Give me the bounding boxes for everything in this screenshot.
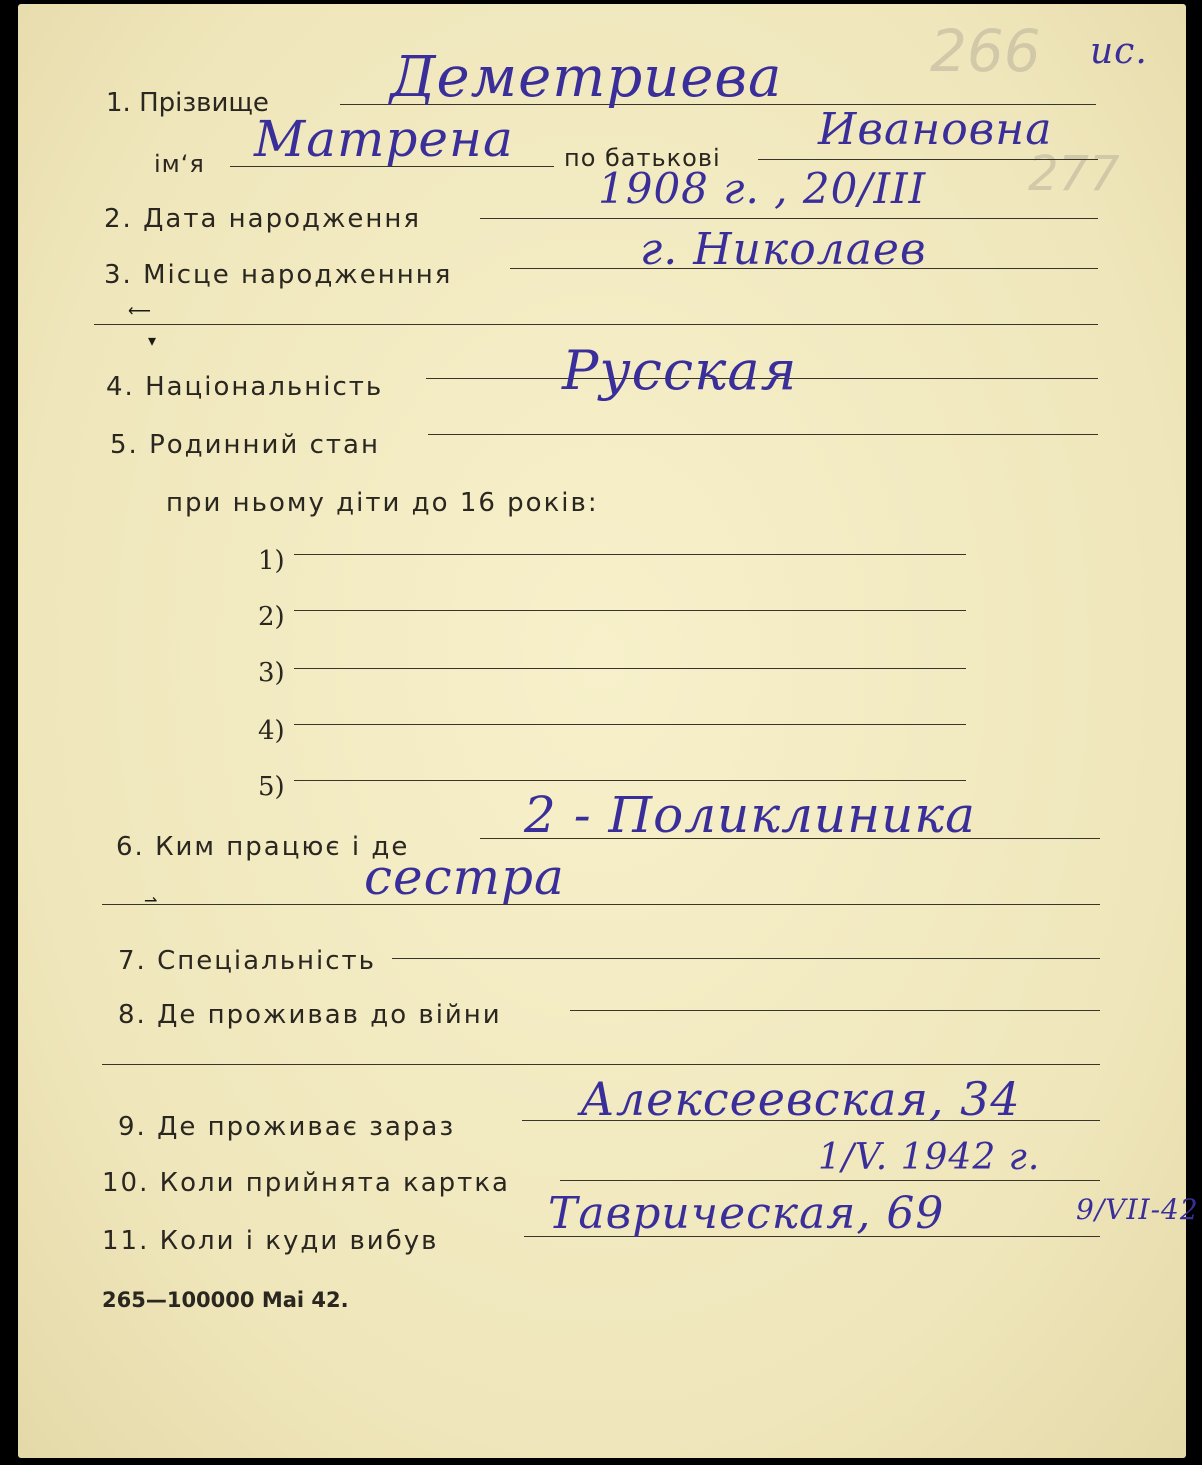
patronymic-value: Ивановна xyxy=(818,104,1053,155)
card-date-value: 1/V. 1942 г. xyxy=(818,1137,1041,1178)
child-number: 1) xyxy=(258,546,285,576)
child-number: 3) xyxy=(258,658,285,688)
name-label: ім‘я xyxy=(154,150,205,178)
departure-date: 9/VII-42 xyxy=(1076,1193,1199,1226)
departure-value: Таврическая, 69 xyxy=(548,1188,945,1239)
specialty-label: 7. Спеціальність xyxy=(118,946,377,976)
card-date-line xyxy=(560,1180,1100,1181)
child-number: 2) xyxy=(258,602,285,632)
patronymic-line xyxy=(758,159,1098,160)
child-line xyxy=(294,724,966,725)
birthplace-value: г. Николаев xyxy=(640,224,927,275)
departure-label: 11. Коли і куди вибув xyxy=(102,1226,439,1256)
child-line xyxy=(294,668,966,669)
card-date-label: 10. Коли прийнята картка xyxy=(102,1168,510,1198)
work-line-2 xyxy=(102,904,1100,905)
marital-label: 5. Родинний стан xyxy=(110,430,380,460)
pin-hole-mark: ⟵ xyxy=(128,303,151,320)
corner-note: ис. xyxy=(1090,31,1148,72)
pencil-number-top: 266 xyxy=(930,17,1041,85)
child-line xyxy=(294,610,966,611)
current-label: 9. Де проживає зараз xyxy=(118,1112,456,1142)
work-value: 2 - Поликлиника xyxy=(524,786,976,844)
nationality-value: Русская xyxy=(562,339,798,402)
pin-hole-mark: ⇀ xyxy=(144,893,158,910)
print-run-footer: 265—100000 Маі 42. xyxy=(102,1288,349,1312)
work-value-continued: сестра xyxy=(364,848,565,906)
patronymic-label: по батькові xyxy=(564,144,721,172)
birthdate-value: 1908 г. , 20/III xyxy=(598,164,927,213)
birthdate-label: 2. Дата народження xyxy=(104,204,422,234)
child-line xyxy=(294,780,966,781)
surname-value: Деметриева xyxy=(390,45,783,110)
birthdate-line xyxy=(480,218,1098,219)
blank-line-birthplace xyxy=(94,324,1098,325)
birthplace-label: 3. Місце народженння xyxy=(104,260,453,290)
specialty-line xyxy=(392,958,1100,959)
nationality-label: 4. Національність xyxy=(106,372,384,402)
surname-label: 1. Прізвище xyxy=(106,88,269,118)
child-line xyxy=(294,554,966,555)
name-value: Матрена xyxy=(254,110,514,168)
marital-line xyxy=(428,434,1098,435)
prewar-label: 8. Де проживав до війни xyxy=(118,1000,502,1030)
child-number: 5) xyxy=(258,772,285,802)
prewar-line-2 xyxy=(102,1064,1100,1065)
pin-hole-mark: ▾ xyxy=(148,333,157,350)
children-label: при ньому діти до 16 років: xyxy=(166,488,599,518)
current-value: Алексеевская, 34 xyxy=(580,1072,1021,1126)
registration-card xyxy=(18,4,1199,1458)
child-number: 4) xyxy=(258,716,285,746)
prewar-line xyxy=(570,1010,1100,1011)
pencil-number-right: 277 xyxy=(1028,146,1120,202)
work-label: 6. Ким працює і де xyxy=(116,832,410,862)
